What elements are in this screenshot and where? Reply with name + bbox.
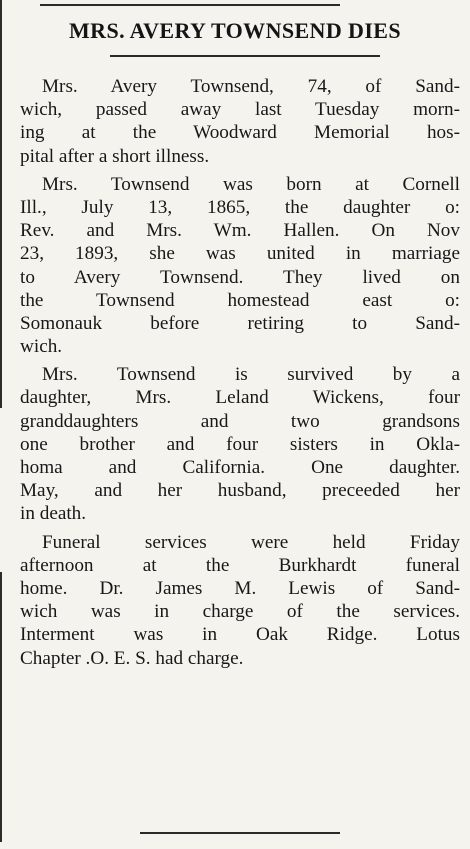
text-line: Interment was in Oak Ridge. Lotus — [20, 624, 460, 646]
column-rule-left-bottom — [0, 572, 2, 842]
paragraph — [20, 531, 460, 670]
text-line: one brother and four sisters in Okla- — [20, 433, 460, 455]
paragraph — [20, 173, 460, 359]
text-line: Somonauk before retiring to Sand- — [20, 312, 460, 334]
text-line: the Townsend homestead east o: — [20, 289, 460, 311]
text-line: Chapter .O. E. S. had charge. — [20, 647, 244, 669]
text-line: homa and California. One daughter. — [20, 457, 460, 478]
text-line: home. Dr. James M. Lewis of Sand- — [20, 577, 460, 599]
headline-rule — [110, 55, 380, 57]
text-line: May, and her husband, preceeded her — [20, 480, 460, 502]
text-line: Mrs. Townsend is survived by a — [42, 364, 460, 386]
bottom-rule — [140, 832, 340, 834]
text-line: wich. — [20, 336, 63, 358]
text-line: afternoon at the Burkhardt funeral — [20, 554, 460, 576]
paragraph — [20, 363, 460, 525]
text-line: in death. — [20, 503, 87, 525]
headline: MRS. AVERY TOWNSEND DIES — [69, 18, 401, 43]
text-line: Funeral services were held Friday — [42, 531, 460, 553]
article-body — [20, 75, 460, 670]
paragraph — [20, 75, 460, 168]
text-line: granddaughters and two grandsons — [20, 410, 460, 432]
column-rule-left-top — [0, 0, 2, 408]
text-line: daughter, Mrs. Leland Wickens, four — [20, 387, 460, 409]
text-line: Mrs. Avery Townsend, 74, of Sand- — [42, 76, 460, 97]
text-line: Ill., July 13, 1865, the daughter o: — [20, 196, 460, 218]
text-line: ing at the Woodward Memorial hos- — [20, 122, 460, 144]
text-line: Mrs. Townsend was born at Cornell — [42, 173, 460, 195]
text-line: wich, passed away last Tuesday morn- — [20, 99, 460, 121]
text-line: Rev. and Mrs. Wm. Hallen. On Nov — [20, 220, 460, 242]
text-line: to Avery Townsend. They lived on — [20, 266, 460, 288]
text-line: wich was in charge of the services. — [20, 601, 460, 623]
text-line: pital after a short illness. — [20, 145, 210, 167]
text-line: 23, 1893, she was united in marriage — [20, 243, 460, 265]
top-rule — [40, 4, 340, 6]
